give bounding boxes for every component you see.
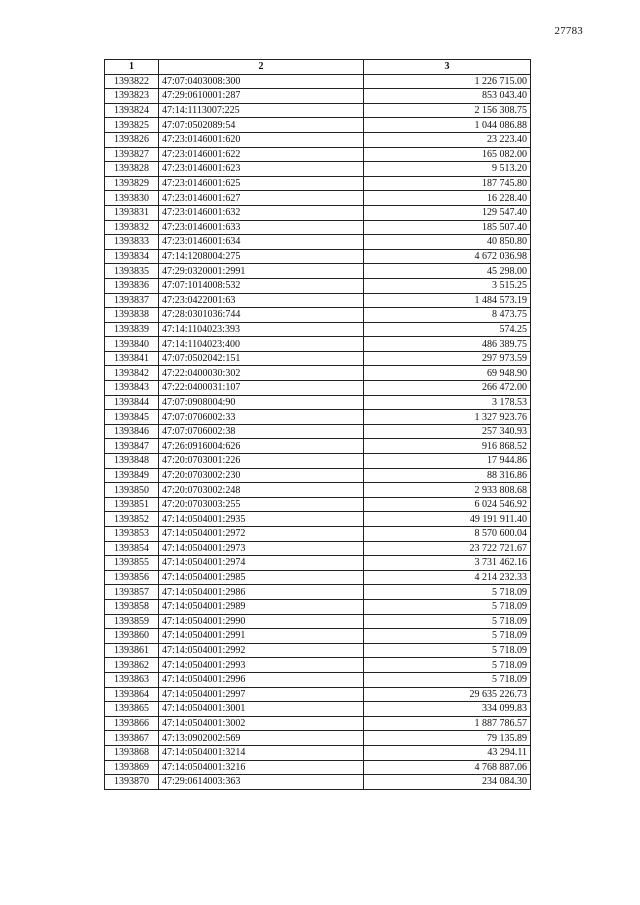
value-cell: 8 473.75 bbox=[364, 308, 531, 323]
header-col-3: 3 bbox=[364, 60, 531, 75]
row-number-cell: 1393853 bbox=[105, 527, 159, 542]
value-cell: 129 547.40 bbox=[364, 205, 531, 220]
row-number-cell: 1393864 bbox=[105, 687, 159, 702]
cadastral-number-cell: 47:23:0146001:622 bbox=[159, 147, 364, 162]
value-cell: 297 973.59 bbox=[364, 351, 531, 366]
table-row bbox=[105, 527, 531, 542]
row-number-cell: 1393833 bbox=[105, 235, 159, 250]
value-cell: 3 178.53 bbox=[364, 395, 531, 410]
cadastral-number-cell: 47:22:0400030:302 bbox=[159, 366, 364, 381]
cadastral-number-cell: 47:20:0703001:226 bbox=[159, 454, 364, 469]
row-number-cell: 1393825 bbox=[105, 118, 159, 133]
table-row bbox=[105, 541, 531, 556]
row-number-cell: 1393827 bbox=[105, 147, 159, 162]
value-cell: 5 718.09 bbox=[364, 658, 531, 673]
value-cell: 16 228.40 bbox=[364, 191, 531, 206]
cadastral-number-cell: 47:14:0504001:2935 bbox=[159, 512, 364, 527]
header-col-1: 1 bbox=[105, 60, 159, 75]
row-number-cell: 1393845 bbox=[105, 410, 159, 425]
cadastral-number-cell: 47:14:0504001:3001 bbox=[159, 702, 364, 717]
cadastral-number-cell: 47:29:0610001:287 bbox=[159, 89, 364, 104]
row-number-cell: 1393857 bbox=[105, 585, 159, 600]
header-row bbox=[105, 60, 531, 75]
value-cell: 8 570 600.04 bbox=[364, 527, 531, 542]
value-cell: 234 084.30 bbox=[364, 775, 531, 790]
row-number-cell: 1393861 bbox=[105, 643, 159, 658]
table-row bbox=[105, 556, 531, 571]
row-number-cell: 1393835 bbox=[105, 264, 159, 279]
value-cell: 1 887 786.57 bbox=[364, 716, 531, 731]
table-row bbox=[105, 176, 531, 191]
value-cell: 3 731 462.16 bbox=[364, 556, 531, 571]
row-number-cell: 1393858 bbox=[105, 599, 159, 614]
table-row bbox=[105, 235, 531, 250]
cadastral-number-cell: 47:14:1104023:400 bbox=[159, 337, 364, 352]
value-cell: 88 316.86 bbox=[364, 468, 531, 483]
row-number-cell: 1393862 bbox=[105, 658, 159, 673]
value-cell: 45 298.00 bbox=[364, 264, 531, 279]
value-cell: 3 515.25 bbox=[364, 278, 531, 293]
table-row bbox=[105, 308, 531, 323]
table-row bbox=[105, 132, 531, 147]
row-number-cell: 1393826 bbox=[105, 132, 159, 147]
value-cell: 853 043.40 bbox=[364, 89, 531, 104]
table-row bbox=[105, 585, 531, 600]
cadastral-number-cell: 47:28:0301036:744 bbox=[159, 308, 364, 323]
table-row bbox=[105, 760, 531, 775]
cadastral-number-cell: 47:14:1104023:393 bbox=[159, 322, 364, 337]
table-row bbox=[105, 103, 531, 118]
row-number-cell: 1393867 bbox=[105, 731, 159, 746]
value-cell: 2 933 808.68 bbox=[364, 483, 531, 498]
table-row bbox=[105, 672, 531, 687]
row-number-cell: 1393846 bbox=[105, 424, 159, 439]
row-number-cell: 1393834 bbox=[105, 249, 159, 264]
cadastral-number-cell: 47:23:0146001:620 bbox=[159, 132, 364, 147]
value-cell: 257 340.93 bbox=[364, 424, 531, 439]
cadastral-number-cell: 47:23:0146001:634 bbox=[159, 235, 364, 250]
table-row bbox=[105, 162, 531, 177]
row-number-cell: 1393823 bbox=[105, 89, 159, 104]
table-row bbox=[105, 337, 531, 352]
row-number-cell: 1393854 bbox=[105, 541, 159, 556]
table-row bbox=[105, 716, 531, 731]
cadastral-number-cell: 47:26:0916004:626 bbox=[159, 439, 364, 454]
value-cell: 5 718.09 bbox=[364, 629, 531, 644]
table-row bbox=[105, 351, 531, 366]
cadastral-number-cell: 47:07:0908004:90 bbox=[159, 395, 364, 410]
table-row bbox=[105, 220, 531, 235]
row-number-cell: 1393837 bbox=[105, 293, 159, 308]
cadastral-number-cell: 47:14:0504001:2972 bbox=[159, 527, 364, 542]
cadastral-number-cell: 47:23:0146001:623 bbox=[159, 162, 364, 177]
value-cell: 69 948.90 bbox=[364, 366, 531, 381]
cadastral-number-cell: 47:14:0504001:2993 bbox=[159, 658, 364, 673]
row-number-cell: 1393860 bbox=[105, 629, 159, 644]
table-row bbox=[105, 293, 531, 308]
row-number-cell: 1393828 bbox=[105, 162, 159, 177]
cadastral-number-cell: 47:22:0400031:107 bbox=[159, 381, 364, 396]
value-cell: 185 507.40 bbox=[364, 220, 531, 235]
table-row bbox=[105, 322, 531, 337]
cadastral-number-cell: 47:20:0703002:230 bbox=[159, 468, 364, 483]
row-number-cell: 1393848 bbox=[105, 454, 159, 469]
table-row bbox=[105, 745, 531, 760]
value-cell: 43 294.11 bbox=[364, 745, 531, 760]
table-row bbox=[105, 687, 531, 702]
row-number-cell: 1393844 bbox=[105, 395, 159, 410]
table-row bbox=[105, 395, 531, 410]
row-number-cell: 1393863 bbox=[105, 672, 159, 687]
table-row bbox=[105, 512, 531, 527]
table-row bbox=[105, 118, 531, 133]
value-cell: 49 191 911.40 bbox=[364, 512, 531, 527]
cadastral-number-cell: 47:14:1113007:225 bbox=[159, 103, 364, 118]
row-number-cell: 1393842 bbox=[105, 366, 159, 381]
value-cell: 40 850.80 bbox=[364, 235, 531, 250]
cadastral-number-cell: 47:20:0703002:248 bbox=[159, 483, 364, 498]
table-body bbox=[105, 74, 531, 789]
row-number-cell: 1393822 bbox=[105, 74, 159, 89]
cadastral-number-cell: 47:23:0146001:625 bbox=[159, 176, 364, 191]
table-row bbox=[105, 205, 531, 220]
row-number-cell: 1393856 bbox=[105, 570, 159, 585]
row-number-cell: 1393843 bbox=[105, 381, 159, 396]
cadastral-number-cell: 47:14:0504001:2989 bbox=[159, 599, 364, 614]
value-cell: 1 484 573.19 bbox=[364, 293, 531, 308]
table-row bbox=[105, 483, 531, 498]
cadastral-number-cell: 47:20:0703003:255 bbox=[159, 497, 364, 512]
row-number-cell: 1393829 bbox=[105, 176, 159, 191]
table-row bbox=[105, 497, 531, 512]
row-number-cell: 1393840 bbox=[105, 337, 159, 352]
value-cell: 5 718.09 bbox=[364, 599, 531, 614]
table-row bbox=[105, 74, 531, 89]
value-cell: 9 513.20 bbox=[364, 162, 531, 177]
cadastral-number-cell: 47:23:0146001:632 bbox=[159, 205, 364, 220]
table-row bbox=[105, 570, 531, 585]
value-cell: 2 156 308.75 bbox=[364, 103, 531, 118]
cadastral-number-cell: 47:14:1208004:275 bbox=[159, 249, 364, 264]
table-row bbox=[105, 89, 531, 104]
value-cell: 17 944.86 bbox=[364, 454, 531, 469]
cadastral-number-cell: 47:14:0504001:2990 bbox=[159, 614, 364, 629]
value-cell: 23 722 721.67 bbox=[364, 541, 531, 556]
table-row bbox=[105, 439, 531, 454]
row-number-cell: 1393852 bbox=[105, 512, 159, 527]
table-row bbox=[105, 191, 531, 206]
cadastral-number-cell: 47:14:0504001:2991 bbox=[159, 629, 364, 644]
cadastral-number-cell: 47:07:0502042:151 bbox=[159, 351, 364, 366]
value-cell: 1 327 923.76 bbox=[364, 410, 531, 425]
table-row bbox=[105, 599, 531, 614]
value-cell: 5 718.09 bbox=[364, 614, 531, 629]
table-row bbox=[105, 629, 531, 644]
cadastral-number-cell: 47:14:0504001:2992 bbox=[159, 643, 364, 658]
value-cell: 5 718.09 bbox=[364, 643, 531, 658]
value-cell: 4 672 036.98 bbox=[364, 249, 531, 264]
value-cell: 334 099.83 bbox=[364, 702, 531, 717]
cadastral-number-cell: 47:14:0504001:2986 bbox=[159, 585, 364, 600]
value-cell: 574.25 bbox=[364, 322, 531, 337]
row-number-cell: 1393831 bbox=[105, 205, 159, 220]
cadastral-number-cell: 47:07:0403008:300 bbox=[159, 74, 364, 89]
value-cell: 6 024 546.92 bbox=[364, 497, 531, 512]
value-cell: 23 223.40 bbox=[364, 132, 531, 147]
table-row bbox=[105, 249, 531, 264]
row-number-cell: 1393836 bbox=[105, 278, 159, 293]
cadastral-number-cell: 47:07:0706002:33 bbox=[159, 410, 364, 425]
table-row bbox=[105, 410, 531, 425]
value-cell: 4 768 887.06 bbox=[364, 760, 531, 775]
table-row bbox=[105, 658, 531, 673]
cadastral-number-cell: 47:07:1014008:532 bbox=[159, 278, 364, 293]
cadastral-number-cell: 47:14:0504001:2997 bbox=[159, 687, 364, 702]
value-cell: 266 472.00 bbox=[364, 381, 531, 396]
table-row bbox=[105, 468, 531, 483]
table-row bbox=[105, 702, 531, 717]
cadastral-number-cell: 47:13:0902002:569 bbox=[159, 731, 364, 746]
table-row bbox=[105, 278, 531, 293]
row-number-cell: 1393870 bbox=[105, 775, 159, 790]
cadastral-number-cell: 47:29:0614003:363 bbox=[159, 775, 364, 790]
row-number-cell: 1393839 bbox=[105, 322, 159, 337]
value-cell: 5 718.09 bbox=[364, 672, 531, 687]
value-cell: 916 868.52 bbox=[364, 439, 531, 454]
table-row bbox=[105, 643, 531, 658]
table-row bbox=[105, 147, 531, 162]
value-cell: 4 214 232.33 bbox=[364, 570, 531, 585]
cadastral-number-cell: 47:07:0706002:38 bbox=[159, 424, 364, 439]
cadastral-number-cell: 47:23:0422001:63 bbox=[159, 293, 364, 308]
header-col-2: 2 bbox=[159, 60, 364, 75]
row-number-cell: 1393869 bbox=[105, 760, 159, 775]
table-row bbox=[105, 424, 531, 439]
value-cell: 165 082.00 bbox=[364, 147, 531, 162]
table-row bbox=[105, 454, 531, 469]
cadastral-number-cell: 47:14:0504001:2996 bbox=[159, 672, 364, 687]
row-number-cell: 1393832 bbox=[105, 220, 159, 235]
cadastral-number-cell: 47:14:0504001:2985 bbox=[159, 570, 364, 585]
table-header bbox=[105, 60, 531, 75]
value-cell: 1 044 086.88 bbox=[364, 118, 531, 133]
value-cell: 29 635 226.73 bbox=[364, 687, 531, 702]
table-row bbox=[105, 775, 531, 790]
row-number-cell: 1393868 bbox=[105, 745, 159, 760]
value-cell: 79 135.89 bbox=[364, 731, 531, 746]
row-number-cell: 1393838 bbox=[105, 308, 159, 323]
cadastral-number-cell: 47:14:0504001:3216 bbox=[159, 760, 364, 775]
row-number-cell: 1393847 bbox=[105, 439, 159, 454]
value-cell: 5 718.09 bbox=[364, 585, 531, 600]
row-number-cell: 1393849 bbox=[105, 468, 159, 483]
row-number-cell: 1393855 bbox=[105, 556, 159, 571]
row-number-cell: 1393865 bbox=[105, 702, 159, 717]
row-number-cell: 1393851 bbox=[105, 497, 159, 512]
table-row bbox=[105, 264, 531, 279]
row-number-cell: 1393830 bbox=[105, 191, 159, 206]
cadastral-number-cell: 47:14:0504001:3002 bbox=[159, 716, 364, 731]
page-number: 27783 bbox=[554, 25, 583, 37]
row-number-cell: 1393841 bbox=[105, 351, 159, 366]
table-row bbox=[105, 731, 531, 746]
row-number-cell: 1393824 bbox=[105, 103, 159, 118]
value-cell: 187 745.80 bbox=[364, 176, 531, 191]
cadastral-number-cell: 47:23:0146001:627 bbox=[159, 191, 364, 206]
row-number-cell: 1393866 bbox=[105, 716, 159, 731]
row-number-cell: 1393850 bbox=[105, 483, 159, 498]
data-table bbox=[104, 59, 531, 790]
table-row bbox=[105, 614, 531, 629]
cadastral-number-cell: 47:14:0504001:2974 bbox=[159, 556, 364, 571]
value-cell: 486 389.75 bbox=[364, 337, 531, 352]
cadastral-number-cell: 47:23:0146001:633 bbox=[159, 220, 364, 235]
cadastral-number-cell: 47:14:0504001:3214 bbox=[159, 745, 364, 760]
row-number-cell: 1393859 bbox=[105, 614, 159, 629]
cadastral-number-cell: 47:07:0502089:54 bbox=[159, 118, 364, 133]
table-row bbox=[105, 381, 531, 396]
value-cell: 1 226 715.00 bbox=[364, 74, 531, 89]
cadastral-number-cell: 47:14:0504001:2973 bbox=[159, 541, 364, 556]
table-row bbox=[105, 366, 531, 381]
cadastral-number-cell: 47:29:0320001:2991 bbox=[159, 264, 364, 279]
